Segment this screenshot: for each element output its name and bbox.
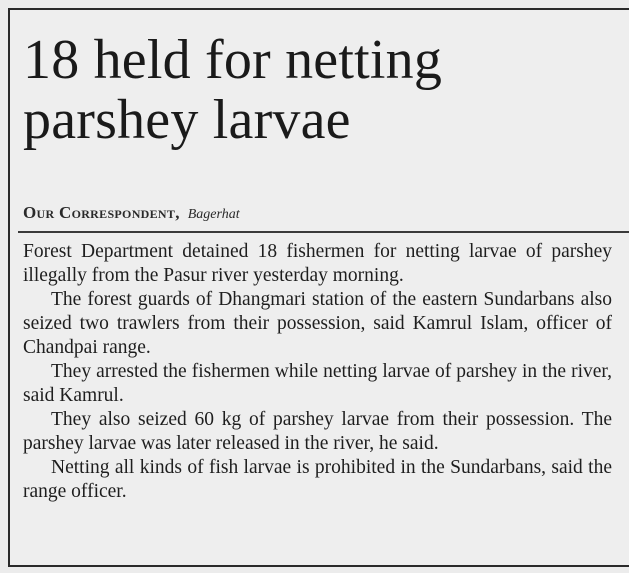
headline-line-1: 18 held for netting	[23, 29, 443, 91]
byline-divider	[18, 231, 629, 233]
byline-place: Bagerhat	[187, 207, 240, 222]
paragraph: They arrested the fishermen while netting larvae of parshey in the river, said Kamrul.	[23, 361, 612, 406]
paragraph: They also seized 60 kg of parshey larvae from their possession. The parshey larvae was later released in the river, he said.	[23, 409, 612, 454]
byline-author: Our Correspondent,	[23, 203, 180, 222]
byline	[23, 203, 240, 223]
article-headline	[23, 30, 623, 150]
headline-line-2: parshey larvae	[23, 89, 351, 151]
paragraph: Forest Department detained 18 fishermen for netting larvae of parshey illegally from the Pasur river yesterday morning.	[23, 241, 612, 286]
paragraph: Netting all kinds of fish larvae is prohibited in the Sundarbans, said the range officer.	[23, 457, 612, 502]
article-body	[23, 240, 612, 504]
paragraph: The forest guards of Dhangmari station of the eastern Sundarbans also seized two trawlers from their possession, said Kamrul Islam, officer of Chandpai range.	[23, 289, 612, 358]
